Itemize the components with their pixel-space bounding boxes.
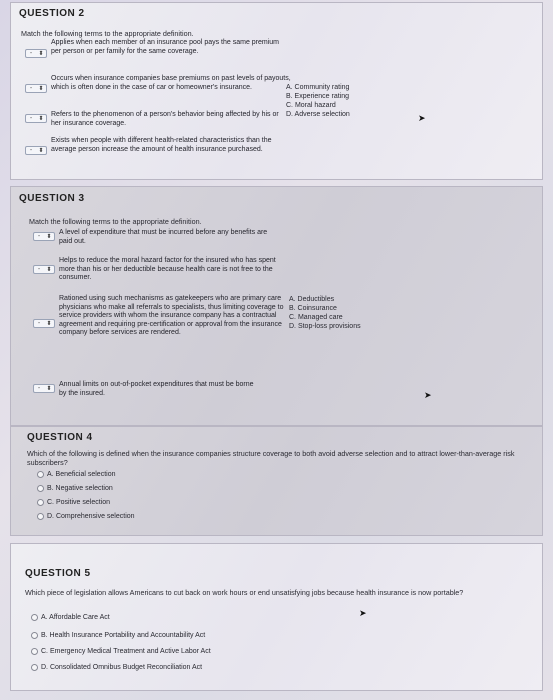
- mouse-cursor-icon: ➤: [418, 113, 426, 123]
- match-select[interactable]: - ⬍: [25, 49, 47, 58]
- answer-choices: [286, 83, 350, 119]
- match-item: [25, 75, 295, 101]
- match-item-text: A level of expenditure that must be incurred before any benefits are paid out.: [59, 229, 268, 245]
- radio-button[interactable]: [31, 632, 38, 639]
- match-item-text: Refers to the phenomenon of a person's behavior being affected by his or her insurance coverage.: [51, 111, 279, 127]
- match-item: [33, 229, 303, 249]
- question-2-panel: [10, 2, 543, 180]
- updown-arrows-icon: ⬍: [38, 50, 44, 57]
- match-select[interactable]: - ⬍: [25, 146, 47, 155]
- question-prompt: Match the following terms to the appropriate definition.: [29, 217, 202, 226]
- radio-button[interactable]: [37, 485, 44, 492]
- question-5-panel: [10, 543, 543, 691]
- radio-option[interactable]: [31, 664, 202, 671]
- option-label: B. Negative selection: [47, 485, 113, 492]
- option-label: A. Affordable Care Act: [41, 614, 110, 621]
- match-select[interactable]: - ⬍: [33, 319, 55, 328]
- choice-label: D. Adverse selection: [286, 111, 350, 118]
- match-item: [25, 111, 295, 131]
- updown-arrows-icon: ⬍: [46, 266, 52, 273]
- radio-option[interactable]: [31, 632, 205, 639]
- radio-button[interactable]: [37, 499, 44, 506]
- updown-arrows-icon: ⬍: [38, 85, 44, 92]
- choice-label: B. Coinsurance: [289, 305, 337, 312]
- radio-option[interactable]: [37, 513, 135, 520]
- match-select[interactable]: - ⬍: [25, 84, 47, 93]
- choice-label: C. Managed care: [289, 314, 343, 321]
- choice-label: D. Stop-loss provisions: [289, 323, 361, 330]
- updown-arrows-icon: ⬍: [46, 233, 52, 240]
- question-3-panel: [10, 186, 543, 426]
- choice-label: B. Experience rating: [286, 93, 350, 100]
- option-label: D. Consolidated Omnibus Budget Reconciliation Act: [41, 664, 203, 671]
- option-label: C. Emergency Medical Treatment and Active Labor Act: [41, 648, 211, 655]
- question-title: QUESTION 5: [25, 568, 91, 579]
- radio-button[interactable]: [31, 614, 38, 621]
- updown-arrows-icon: ⬍: [46, 385, 52, 392]
- choice-label: A. Community rating: [286, 84, 350, 91]
- updown-arrows-icon: ⬍: [38, 115, 44, 122]
- match-item-text: Occurs when insurance companies base premiums on past levels of payouts, which is often done in the case of car or homeowner's insurance.: [51, 75, 291, 91]
- question-prompt: Match the following terms to the appropriate definition.: [21, 29, 194, 38]
- answer-choices: [289, 295, 361, 331]
- match-item-text: Applies when each member of an insurance pool pays the same premium per person or per family for the same coverage.: [51, 39, 280, 55]
- question-title: QUESTION 2: [19, 8, 85, 19]
- match-select[interactable]: - ⬍: [25, 114, 47, 123]
- radio-button[interactable]: [37, 471, 44, 478]
- mouse-cursor-icon: ➤: [359, 608, 367, 618]
- question-4-panel: [10, 426, 543, 536]
- choice-label: C. Moral hazard: [286, 102, 336, 109]
- radio-button[interactable]: [31, 648, 38, 655]
- option-label: A. Beneficial selection: [47, 471, 116, 478]
- radio-option[interactable]: [37, 485, 113, 492]
- radio-option[interactable]: [37, 499, 110, 506]
- match-item: [25, 39, 295, 77]
- match-item: [33, 295, 303, 375]
- option-label: C. Positive selection: [47, 499, 111, 506]
- choice-label: A. Deductibles: [289, 296, 335, 303]
- match-item-text: Rationed using such mechanisms as gatekeepers who are primary care physicians who make all referrals to specialists, thus limiting coverage to service providers with whom the insurance company has a contractual agreement and requiring pre-certification or approval from the insurance company before services are rendered.: [59, 295, 284, 337]
- match-item: [25, 137, 295, 165]
- radio-button[interactable]: [37, 513, 44, 520]
- option-label: B. Health Insurance Portability and Accountability Act: [41, 632, 206, 639]
- match-item-text: Helps to reduce the moral hazard factor for the insured who has spent more than his or her deductible because health care is not free to the consumer.: [59, 257, 276, 282]
- match-item: [33, 381, 303, 401]
- radio-button[interactable]: [31, 664, 38, 671]
- updown-arrows-icon: ⬍: [46, 320, 52, 327]
- match-item-text: Exists when people with different health-related characteristics than the average person increase the amount of health insurance purchased.: [51, 137, 272, 153]
- match-select[interactable]: - ⬍: [33, 265, 55, 274]
- match-item: [33, 257, 303, 289]
- question-prompt: Which of the following is defined when the insurance companies structure coverage to both avoid adverse selection and to attract lower-than-average risk subscribers?: [27, 449, 515, 467]
- question-title: QUESTION 3: [19, 193, 85, 204]
- radio-option[interactable]: [31, 614, 110, 621]
- match-item-text: Annual limits on out-of-pocket expenditures that must be borne by the insured.: [59, 381, 254, 397]
- radio-option[interactable]: [31, 648, 211, 655]
- updown-arrows-icon: ⬍: [38, 147, 44, 154]
- radio-option[interactable]: [37, 471, 115, 478]
- match-select[interactable]: - ⬍: [33, 232, 55, 241]
- mouse-cursor-icon: ➤: [424, 390, 432, 400]
- option-label: D. Comprehensive selection: [47, 513, 135, 520]
- question-prompt: Which piece of legislation allows Americans to cut back on work hours or end unsatisfying jobs because health insurance is now portable?: [25, 588, 464, 597]
- match-select[interactable]: - ⬍: [33, 384, 55, 393]
- question-title: QUESTION 4: [27, 432, 93, 443]
